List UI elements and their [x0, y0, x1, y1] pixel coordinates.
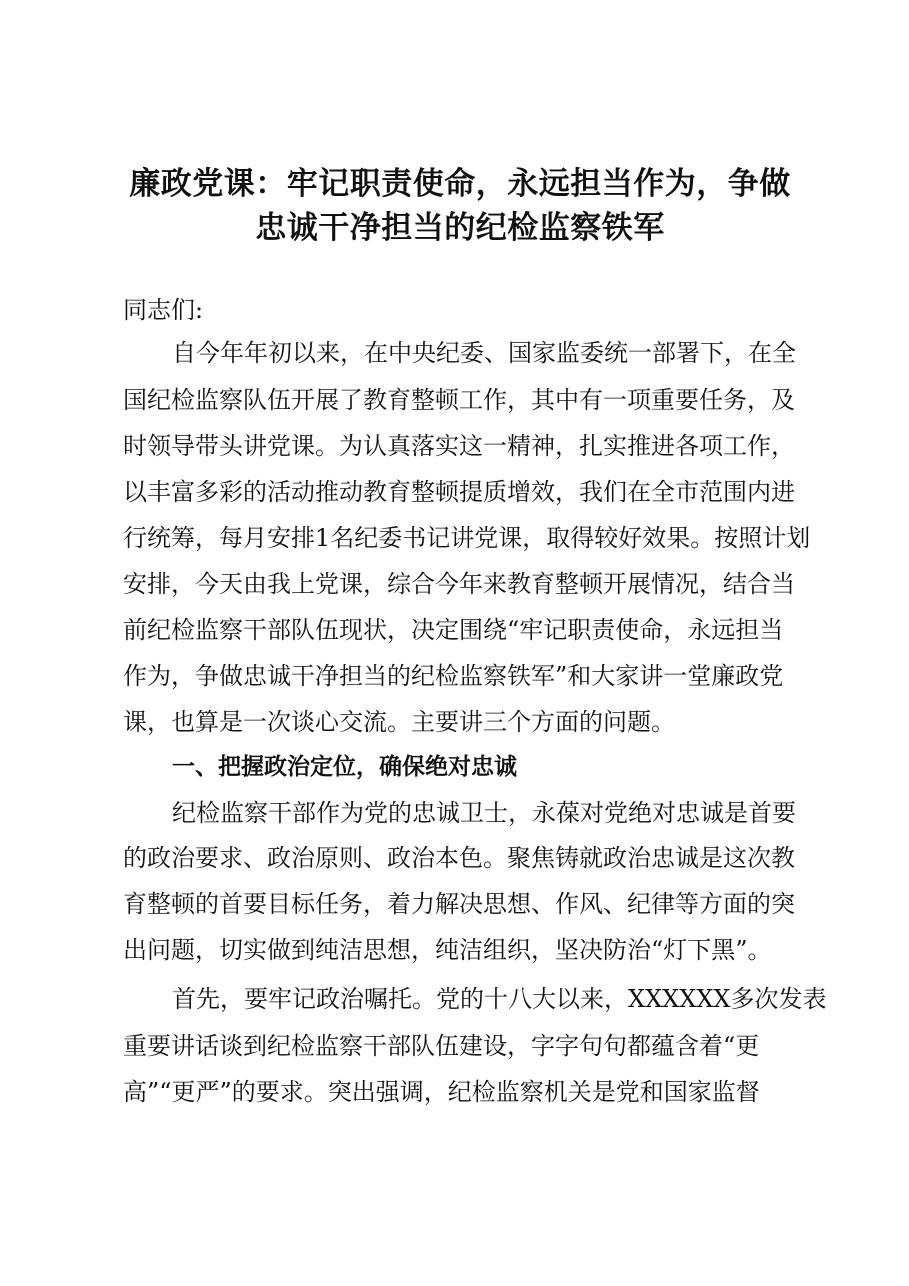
paragraph-line: 行统筹，每月安排1名纪委书记讲党课，取得较好效果。按照计划: [123, 524, 811, 552]
paragraph-line: 以丰富多彩的活动推动教育整顿提质增效，我们在全市范围内进: [123, 478, 795, 506]
document-title-line-1: 廉政党课：牢记职责使命，永远担当作为，争做: [129, 166, 791, 202]
paragraph-line: 安排，今天由我上党课，综合今年来教育整顿开展情况，结合当: [123, 570, 795, 598]
paragraph-line: 育整顿的首要目标任务，着力解决思想、作风、纪律等方面的突: [123, 890, 795, 918]
paragraph-line: 前纪检监察干部队伍现状，决定围绕“牢记职责使命，永远担当: [123, 616, 784, 644]
section-heading: 一、把握政治定位，确保绝对忠诚: [172, 754, 517, 780]
paragraph-line: 作为，争做忠诚干净担当的纪检监察铁军”和大家讲一堂廉政党: [123, 662, 784, 690]
paragraph-line: 课，也算是一次谈心交流。主要讲三个方面的问题。: [123, 708, 675, 736]
document-title-line-2: 忠诚干净担当的纪检监察铁军: [255, 210, 665, 246]
paragraph-line: 重要讲话谈到纪检监察干部队伍建设，字字句句都蕴含着“更: [123, 1032, 760, 1060]
paragraph-line: 自今年年初以来，在中央纪委、国家监委统一部署下，在全: [172, 339, 796, 367]
salutation: 同志们:: [123, 296, 204, 324]
paragraph-line: 高”“更严”的要求。突出强调，纪检监察机关是党和国家监督: [123, 1078, 760, 1106]
paragraph-line: 首先，要牢记政治嘱托。党的十八大以来，XXXXXX多次发表: [172, 985, 827, 1013]
paragraph-line: 国纪检监察队伍开展了教育整顿工作，其中有一项重要任务，及: [123, 386, 795, 414]
paragraph-line: 纪检监察干部作为党的忠诚卫士，永葆对党绝对忠诚是首要: [172, 799, 796, 827]
paragraph-line: 时领导带头讲党课。为认真落实这一精神，扎实推进各项工作，: [123, 432, 795, 460]
paragraph-line: 的政治要求、政治原则、政治本色。聚焦铸就政治忠诚是这次教: [123, 844, 795, 872]
paragraph-line: 出问题，切实做到纯洁思想，纯洁组织，坚决防治“灯下黑”。: [123, 936, 772, 964]
